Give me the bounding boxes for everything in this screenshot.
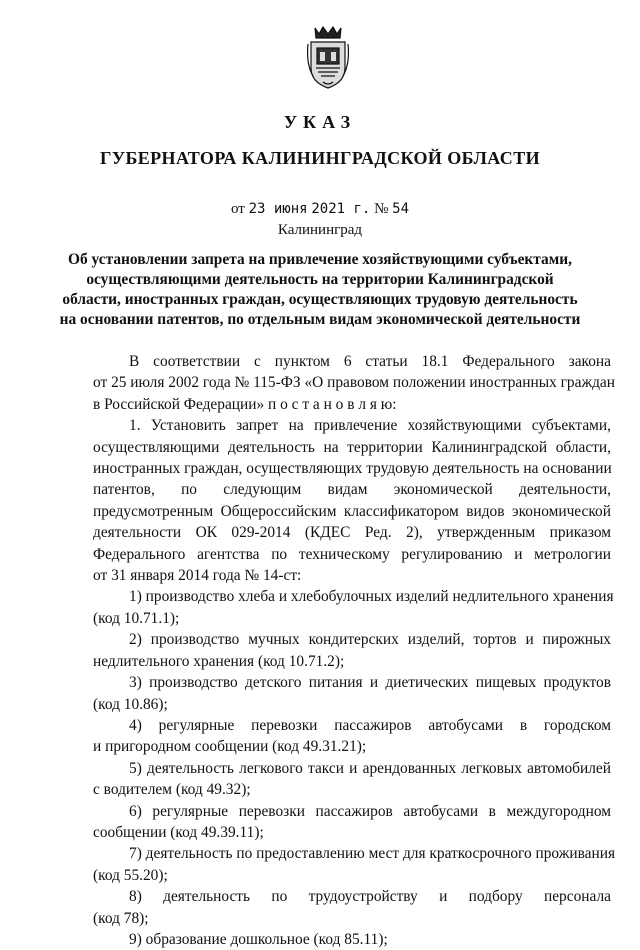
decree-heading [0, 250, 640, 330]
date-prefix: от [230, 201, 245, 217]
body-line: 3) производство детского питания и диетических пищевых продуктов [129, 674, 611, 692]
body-line: (код 10.71.1); [93, 609, 180, 627]
body-line: осуществляющими деятельность на территории Калининградской области, [93, 438, 611, 456]
body-line: предусмотренным Общероссийским классификатором видов экономической [93, 502, 611, 520]
body-line: 4) регулярные перевозки пассажиров автобусами в городском [129, 716, 611, 734]
body-line: с водителем (код 49.32); [93, 781, 251, 799]
number-value: 54 [392, 201, 410, 217]
heading-line: области, иностранных граждан, осуществляющих трудовую деятельность [62, 291, 578, 308]
heading-line: на основании патентов, по отдельным видам экономической деятельности [59, 311, 581, 328]
body-line: 2) производство мучных кондитерских изделий, тортов и пирожных [129, 631, 611, 649]
body-line: от 31 января 2014 года № 14-ст: [93, 567, 302, 585]
body-line: и пригородном сообщении (код 49.31.21); [93, 738, 367, 756]
body-line: 8) деятельность по трудоустройству и подбору персонала [129, 888, 611, 906]
body-line: 1. Установить запрет на привлечение хозяйствующими субъектами, [129, 417, 611, 435]
body-line: в Российской Федерации» п о с т а н о в л я ю: [93, 395, 397, 413]
body-line: недлительного хранения (код 10.71.2); [93, 652, 345, 670]
body-line: от 25 июля 2002 года № 115-ФЗ «О правовом положении иностранных граждан [93, 374, 615, 392]
body-line: 7) деятельность по предоставлению мест для краткосрочного проживания [129, 845, 616, 863]
body-line: деятельности ОК 029-2014 (КДЕС Ред. 2), утвержденным приказом [93, 524, 611, 542]
date-value: 23 июня [248, 201, 308, 217]
body-line: 6) регулярные перевозки пассажиров автобусами в междугородном [129, 802, 611, 820]
body-line: 5) деятельность легкового такси и арендованных легковых автомобилей [129, 759, 611, 777]
city-name: Калининград [277, 222, 363, 238]
date-number-line [0, 201, 640, 218]
decree-body [93, 351, 616, 950]
body-line: Федерального агентства по техническому регулированию и метрологии [93, 545, 611, 563]
body-line: патентов, по следующим видам экономической деятельности, [93, 481, 611, 499]
heading-line: Об установлении запрета на привлечение хозяйствующими субъектами, [68, 251, 572, 268]
issuer-title: ГУБЕРНАТОРА КАЛИНИНГРАДСКОЙ ОБЛАСТИ [99, 148, 540, 168]
body-line: 9) образование дошкольное (код 85.11); [129, 930, 388, 948]
document-type-title: УКАЗ [283, 112, 357, 132]
body-line: (код 10.86); [93, 695, 168, 713]
number-prefix: № [374, 201, 389, 217]
body-line: 1) производство хлеба и хлебобулочных изделий недлительного хранения [129, 588, 614, 606]
heading-line: осуществляющими деятельность на территории Калининградской [86, 271, 554, 288]
date-year: 2021 г. [311, 201, 371, 217]
body-line: В соответствии с пунктом 6 статьи 18.1 Федерального закона [129, 353, 611, 370]
kaliningrad-coat-of-arms-icon [305, 24, 351, 92]
body-line: (код 78); [93, 909, 149, 927]
body-line: иностранных граждан, осуществляющих трудовую деятельность на основании [93, 460, 612, 478]
body-line: (код 55.20); [93, 866, 168, 884]
body-line: сообщении (код 49.39.11); [93, 823, 264, 841]
